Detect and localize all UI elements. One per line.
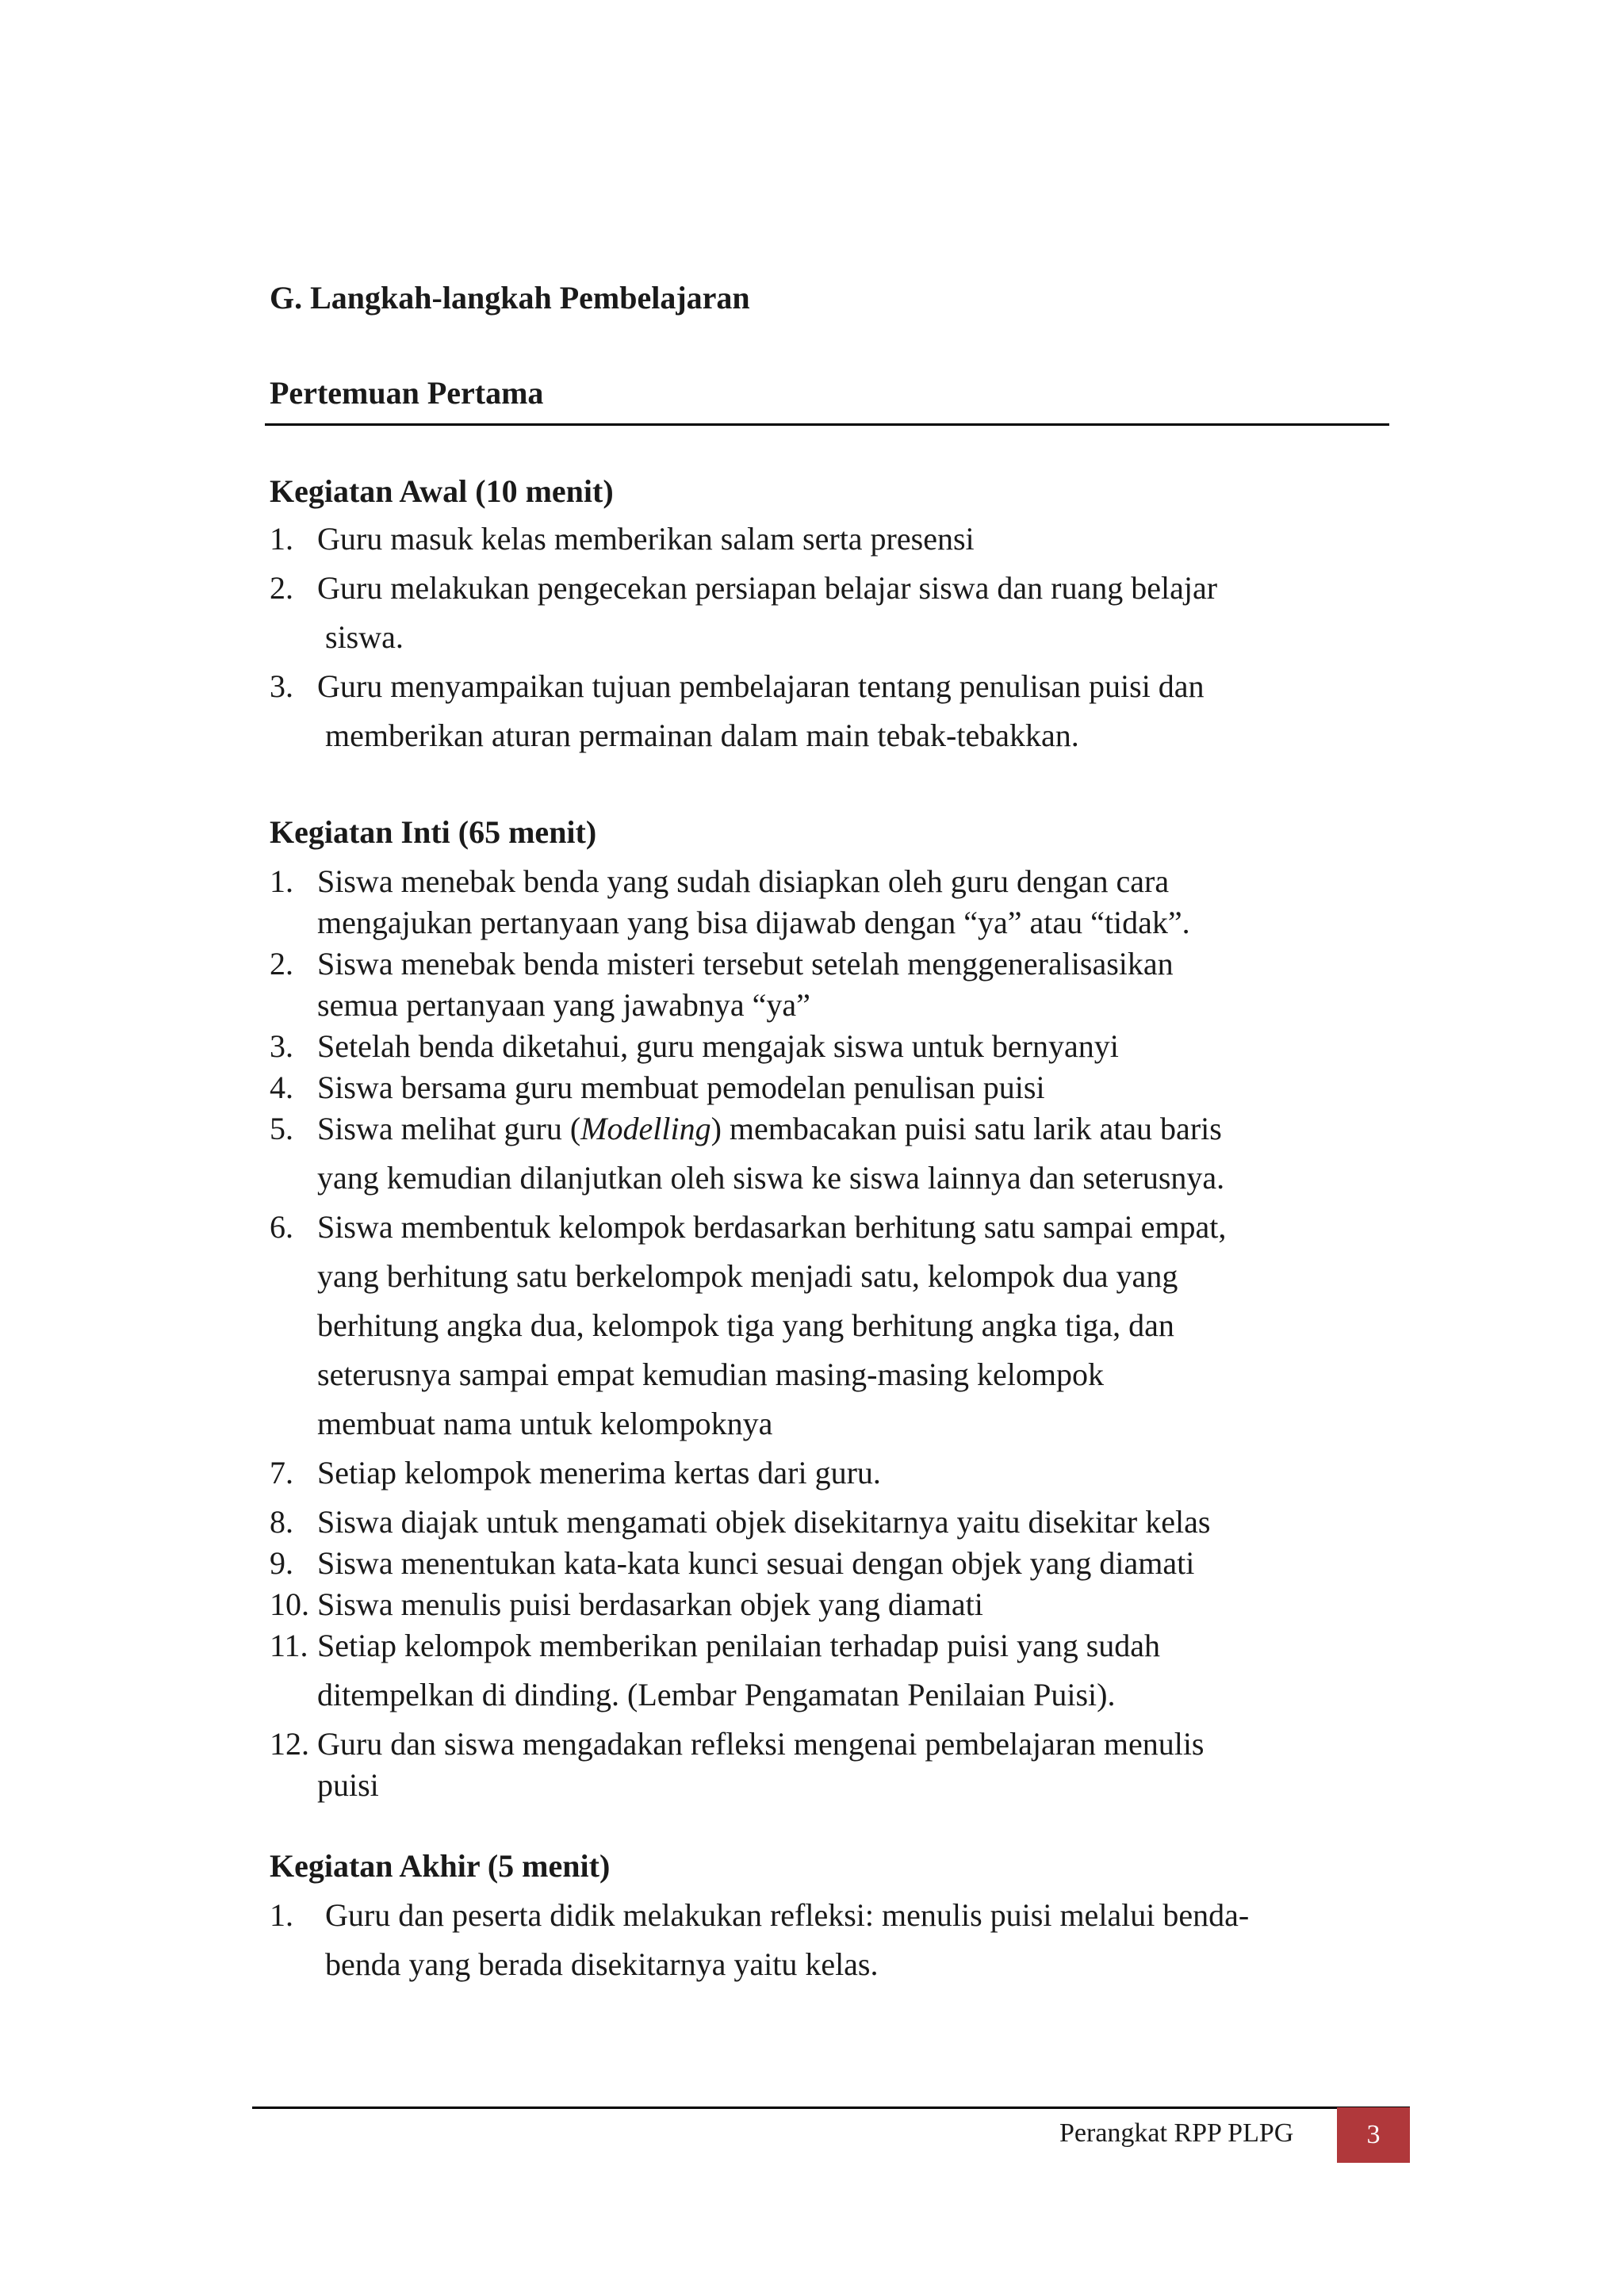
list-item-text: Siswa diajak untuk mengamati objek disekitarnya yaitu disekitar kelas bbox=[317, 1504, 1211, 1540]
page-number-badge bbox=[1337, 2107, 1410, 2163]
list-item-number: 7. bbox=[270, 1455, 293, 1490]
list-item-text: Siswa menulis puisi berdasarkan objek yang diamati bbox=[317, 1586, 983, 1622]
footer-label: Perangkat RPP PLPG bbox=[1059, 2118, 1294, 2148]
footer-divider bbox=[252, 2107, 1410, 2109]
list-item-number: 3. bbox=[270, 668, 293, 704]
list-item-text: yang berhitung satu berkelompok menjadi satu, kelompok dua yang bbox=[317, 1258, 1178, 1294]
modelling-term: Modelling bbox=[580, 1111, 711, 1146]
list-item-number: 12. bbox=[270, 1726, 309, 1762]
list-item-number: 1. bbox=[270, 863, 293, 899]
meeting-title-divider bbox=[265, 423, 1389, 426]
list-item-text: Guru dan siswa mengadakan refleksi mengenai pembelajaran menulis bbox=[317, 1726, 1205, 1762]
list-item-text: seterusnya sampai empat kemudian masing-masing kelompok bbox=[317, 1357, 1104, 1392]
list-item-number: 5. bbox=[270, 1111, 293, 1146]
list-item-text: Siswa bersama guru membuat pemodelan penulisan puisi bbox=[317, 1070, 1045, 1105]
list-item-text: Siswa menentukan kata-kata kunci sesuai dengan objek yang diamati bbox=[317, 1545, 1195, 1581]
list-item-text: Guru menyampaikan tujuan pembelajaran tentang penulisan puisi dan bbox=[317, 668, 1205, 704]
page-number: 3 bbox=[1366, 2120, 1381, 2149]
inti-heading: Kegiatan Inti (65 menit) bbox=[270, 814, 597, 850]
list-item-text: siswa. bbox=[325, 619, 404, 655]
list-item-number: 11. bbox=[270, 1628, 308, 1663]
list-item-text: Setiap kelompok memberikan penilaian terhadap puisi yang sudah bbox=[317, 1628, 1161, 1663]
section-title: G. Langkah-langkah Pembelajaran bbox=[270, 280, 750, 316]
list-item-text: berhitung angka dua, kelompok tiga yang berhitung angka tiga, dan bbox=[317, 1307, 1174, 1343]
list-item-number: 9. bbox=[270, 1545, 293, 1581]
list-item-text: Setiap kelompok menerima kertas dari guru. bbox=[317, 1455, 881, 1490]
list-item-text: puisi bbox=[317, 1767, 379, 1803]
list-item-text: Guru masuk kelas memberikan salam serta presensi bbox=[317, 521, 975, 557]
list-item-text: Siswa membentuk kelompok berdasarkan berhitung satu sampai empat, bbox=[317, 1209, 1227, 1245]
list-item-number: 8. bbox=[270, 1504, 293, 1540]
list-item-text: Siswa menebak benda yang sudah disiapkan oleh guru dengan cara bbox=[317, 863, 1170, 899]
list-item-text bbox=[317, 1110, 1222, 1147]
list-item-number: 4. bbox=[270, 1070, 293, 1105]
list-item-number: 10. bbox=[270, 1586, 309, 1622]
akhir-heading: Kegiatan Akhir (5 menit) bbox=[270, 1848, 611, 1884]
list-item-number: 6. bbox=[270, 1209, 293, 1245]
list-item-text: memberikan aturan permainan dalam main tebak-tebakkan. bbox=[325, 718, 1079, 753]
list-item-text: Siswa menebak benda misteri tersebut setelah menggeneralisasikan bbox=[317, 946, 1174, 982]
list-item-text: Guru dan peserta didik melakukan refleksi: menulis puisi melalui benda- bbox=[325, 1897, 1250, 1933]
list-item-number: 1. bbox=[270, 521, 293, 557]
list-item-text-post: ) membacakan puisi satu larik atau baris bbox=[710, 1111, 1222, 1146]
list-item-text: Setelah benda diketahui, guru mengajak siswa untuk bernyanyi bbox=[317, 1028, 1119, 1064]
list-item-text-pre: Siswa melihat guru ( bbox=[317, 1111, 581, 1146]
list-item-text: membuat nama untuk kelompoknya bbox=[317, 1406, 773, 1441]
list-item-number: 1. bbox=[270, 1897, 293, 1933]
list-item-text: mengajukan pertanyaan yang bisa dijawab dengan “ya” atau “tidak”. bbox=[317, 905, 1190, 940]
list-item-text: ditempelkan di dinding. (Lembar Pengamatan Penilaian Puisi). bbox=[317, 1677, 1116, 1712]
meeting-title: Pertemuan Pertama bbox=[270, 375, 544, 411]
list-item-number: 2. bbox=[270, 570, 293, 606]
list-item-number: 3. bbox=[270, 1028, 293, 1064]
list-item-number: 2. bbox=[270, 946, 293, 982]
list-item-text: benda yang berada disekitarnya yaitu kelas. bbox=[325, 1946, 879, 1982]
list-item-text: Guru melakukan pengecekan persiapan belajar siswa dan ruang belajar bbox=[317, 570, 1218, 606]
list-item-text: semua pertanyaan yang jawabnya “ya” bbox=[317, 987, 810, 1023]
awal-heading: Kegiatan Awal (10 menit) bbox=[270, 473, 614, 509]
list-item-text: yang kemudian dilanjutkan oleh siswa ke siswa lainnya dan seterusnya. bbox=[317, 1160, 1225, 1196]
